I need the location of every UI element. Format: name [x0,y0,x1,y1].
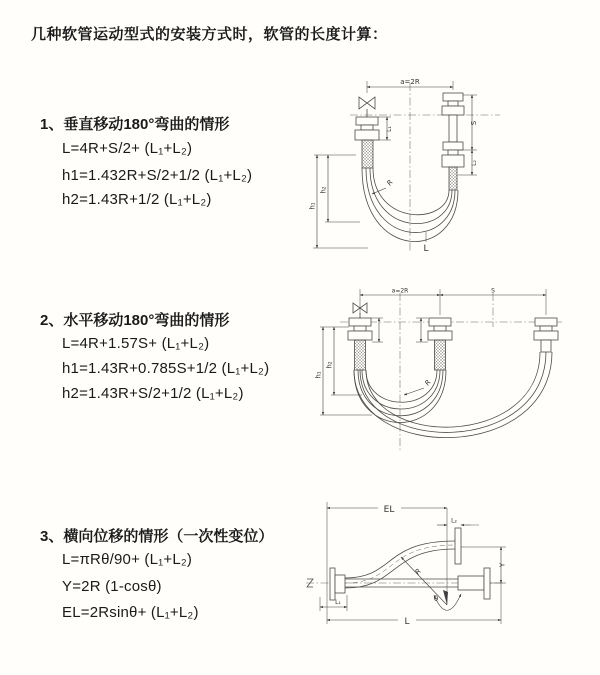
left-flange-fitting [330,568,345,600]
radius-leader [372,178,395,194]
dim-label-EL: EL [383,505,395,515]
dim-L1 [378,117,393,140]
left-braided-hose-section [355,340,366,370]
diagram-1-vertical-180-bend [308,66,600,264]
dim-L2 [437,518,480,526]
dim-L [327,617,501,627]
dim-label-R: R [385,178,395,188]
radius-leader [404,378,433,395]
section-1-formula-L: L=4R+S/2+ (L₁+L₂) [62,140,193,157]
dim-label-h2: h₂ [319,186,328,194]
dim-label-Y: Y [498,562,507,568]
right-upper-fitting [442,93,464,115]
middle-fitting [428,318,452,340]
dim-label-h2: h₂ [325,361,334,369]
dim-label-S: S [491,287,495,295]
section-3-formula-L: L=πRθ/90+ (L₁+L₂) [62,551,193,568]
dim-label-L: L [423,244,429,254]
dim-label-h1: h₁ [308,202,317,210]
section-1-formula-h2: h2=1.43R+1/2 (L₁+L₂) [62,191,212,208]
dim-label-L2: L₂ [451,517,457,525]
dim-fitting-left [371,318,383,342]
left-fitting [355,117,379,140]
dim-label-theta: θ [433,595,439,603]
dim-label-R: R [413,567,423,577]
dim-a2r [360,288,546,316]
dim-h1 [309,155,369,248]
dim-label-h1: h₁ [314,371,323,379]
dim-label-a2r: a=2R [391,287,409,295]
section-2-formula-h1: h1=1.43R+0.785S+1/2 (L₁+L₂) [62,360,270,377]
section-1-heading: 1、垂直移动180°弯曲的情形 [40,116,230,133]
diagram-2-horizontal-180-bend [300,285,600,468]
section-2-heading: 2、水平移动180°弯曲的情形 [40,312,230,329]
dim-h2 [320,155,361,222]
dim-fitting-middle [416,318,428,342]
radius-line [401,557,447,605]
left-fitting [348,318,372,340]
right-rigid-pipe [449,115,457,142]
dim-label-a2r: a=2R [400,78,420,86]
dim-label-S: S [470,120,478,126]
section-2-formula-h2: h2=1.43R+S/2+1/2 (L₁+L₂) [62,385,244,402]
hose-u-bend-displaced [354,352,552,438]
left-braided-hose-section [362,140,373,168]
dim-label-R: R [423,378,433,388]
right-pipe-stub [541,340,551,352]
hose-displaced-s-curve [345,541,455,588]
page-title: 几种软管运动型式的安装方式时，软管的长度计算： [31,26,388,43]
dim-label-L1: L₁ [386,126,393,132]
right-lower-fitting [442,142,464,167]
dim-label-L1: L₁ [335,599,341,606]
upper-right-flange [455,528,461,564]
angle-theta [434,590,461,610]
section-3-formula-EL: EL=2Rsinθ+ (L₁+L₂) [62,604,199,621]
right-lower-flange-fitting [458,568,490,599]
dim-label-L: L [404,617,410,627]
middle-braided-hose-section [435,340,446,370]
dim-label-L2: L₂ [471,160,478,166]
right-fitting [534,318,558,340]
section-3-heading: 3、横向位移的情形（一次性变位） [40,528,274,545]
diagram-3-lateral-displacement [298,498,600,648]
section-1-formula-h1: h1=1.432R+S/2+1/2 (L₁+L₂) [62,167,253,184]
valve-icon [359,97,375,117]
section-2-formula-L: L=4R+1.57S+ (L₁+L₂) [62,335,210,352]
section-3-formula-Y: Y=2R (1-cosθ) [62,578,162,595]
right-braided-hose-section [449,167,457,190]
